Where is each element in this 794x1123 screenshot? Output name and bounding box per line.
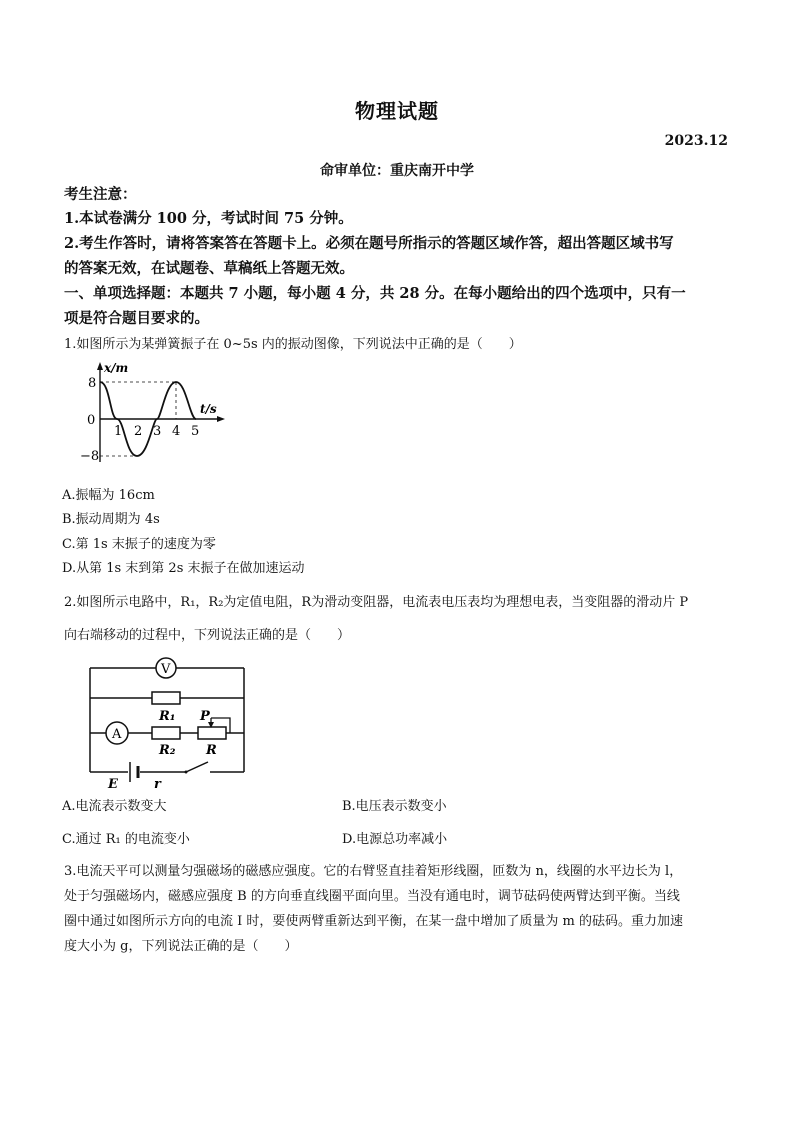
q2-option-d: D.电源总功率减小 [342,832,448,847]
notice-item-1: 1.本试卷满分 100 分，考试时间 75 分钟。 [64,210,353,227]
ammeter-label: A [112,727,122,742]
section1-line-2: 项是符合题目要求的。 [64,310,209,327]
r1-label: R₁ [159,709,176,724]
q1-option-d: D.从第 1s 末到第 2s 末振子在做加速运动 [62,561,305,576]
q1-y-pos-label: 8 [88,376,97,391]
q1-y-neg-label: −8 [80,449,100,464]
q1-vibration-graph [80,358,230,470]
page-title: 物理试题 [355,99,439,123]
section1-line-1: 一、单项选择题：本题共 7 小题，每小题 4 分，共 28 分。在每小题给出的四个选项中，只有一 [64,285,686,302]
notice-heading: 考生注意： [64,186,137,203]
rheostat-r [198,727,226,739]
q2-option-c: C.通过 R₁ 的电流变小 [62,832,190,847]
q1-tick-3: 3 [153,424,162,439]
q1-tick-2: 2 [134,424,143,439]
q1-y-axis-arrow [97,362,103,370]
resistor-r2 [152,727,180,739]
notice-item-2-line-1: 2.考生作答时，请将答案答在答题卡上。必须在题号所指示的答题区域作答，超出答题区域书写 [64,235,674,252]
q1-origin-label: 0 [87,413,96,428]
q3-line-2: 处于匀强磁场内，磁感应强度 B 的方向垂直线圈平面向里。当没有通电时，调节砝码使两臂达到平衡。当线 [64,889,680,904]
voltmeter-label: V [161,662,171,677]
resistor-r1 [152,692,180,704]
q2-stem-line-1: 2.如图所示电路中，R₁，R₂为定值电阻，R为滑动变阻器，电流表电压表均为理想电表，当变阻器的滑动片 P [64,595,689,610]
q1-x-axis-arrow [217,416,225,422]
q1-y-label: x/m [104,361,129,375]
authoring-unit: 命审单位：重庆南开中学 [320,163,474,179]
q3-line-4: 度大小为 g，下列说法正确的是（ ） [64,939,298,954]
q1-x-label: t/s [200,402,217,416]
q1-stem: 1.如图所示为某弹簧振子在 0~5s 内的振动图像，下列说法中正确的是（ ） [64,337,522,352]
rheostat-label: R [206,743,217,758]
emf-label: E [108,777,118,790]
q1-option-b: B.振动周期为 4s [62,512,160,527]
q2-circuit-diagram [84,648,254,790]
q1-tick-5: 5 [191,424,200,439]
q1-option-c: C.第 1s 末振子的速度为零 [62,537,216,552]
exam-date: 2023.12 [664,133,728,149]
internal-r-label: r [154,777,161,790]
q2-option-a: A.电流表示数变大 [62,799,167,814]
q3-line-3: 圈中通过如图所示方向的电流 I 时，要使两臂重新达到平衡，在某一盘中增加了质量为 m 的砝码。重力加速 [64,914,683,929]
switch-blade [186,762,208,772]
q1-tick-4: 4 [172,424,181,439]
r2-label: R₂ [159,743,176,758]
q2-stem-line-2: 向右端移动的过程中，下列说法正确的是（ ） [64,628,351,643]
q2-option-b: B.电压表示数变小 [342,799,447,814]
q1-tick-1: 1 [114,424,123,439]
notice-item-2-line-2: 的答案无效，在试题卷、草稿纸上答题无效。 [64,260,354,277]
q1-option-a: A.振幅为 16cm [62,488,155,503]
slider-label: P [200,709,210,724]
q3-line-1: 3.电流天平可以测量匀强磁场的磁感应强度。它的右臂竖直挂着矩形线圈，匝数为 n，线圈的水平边长为 l， [64,864,683,879]
